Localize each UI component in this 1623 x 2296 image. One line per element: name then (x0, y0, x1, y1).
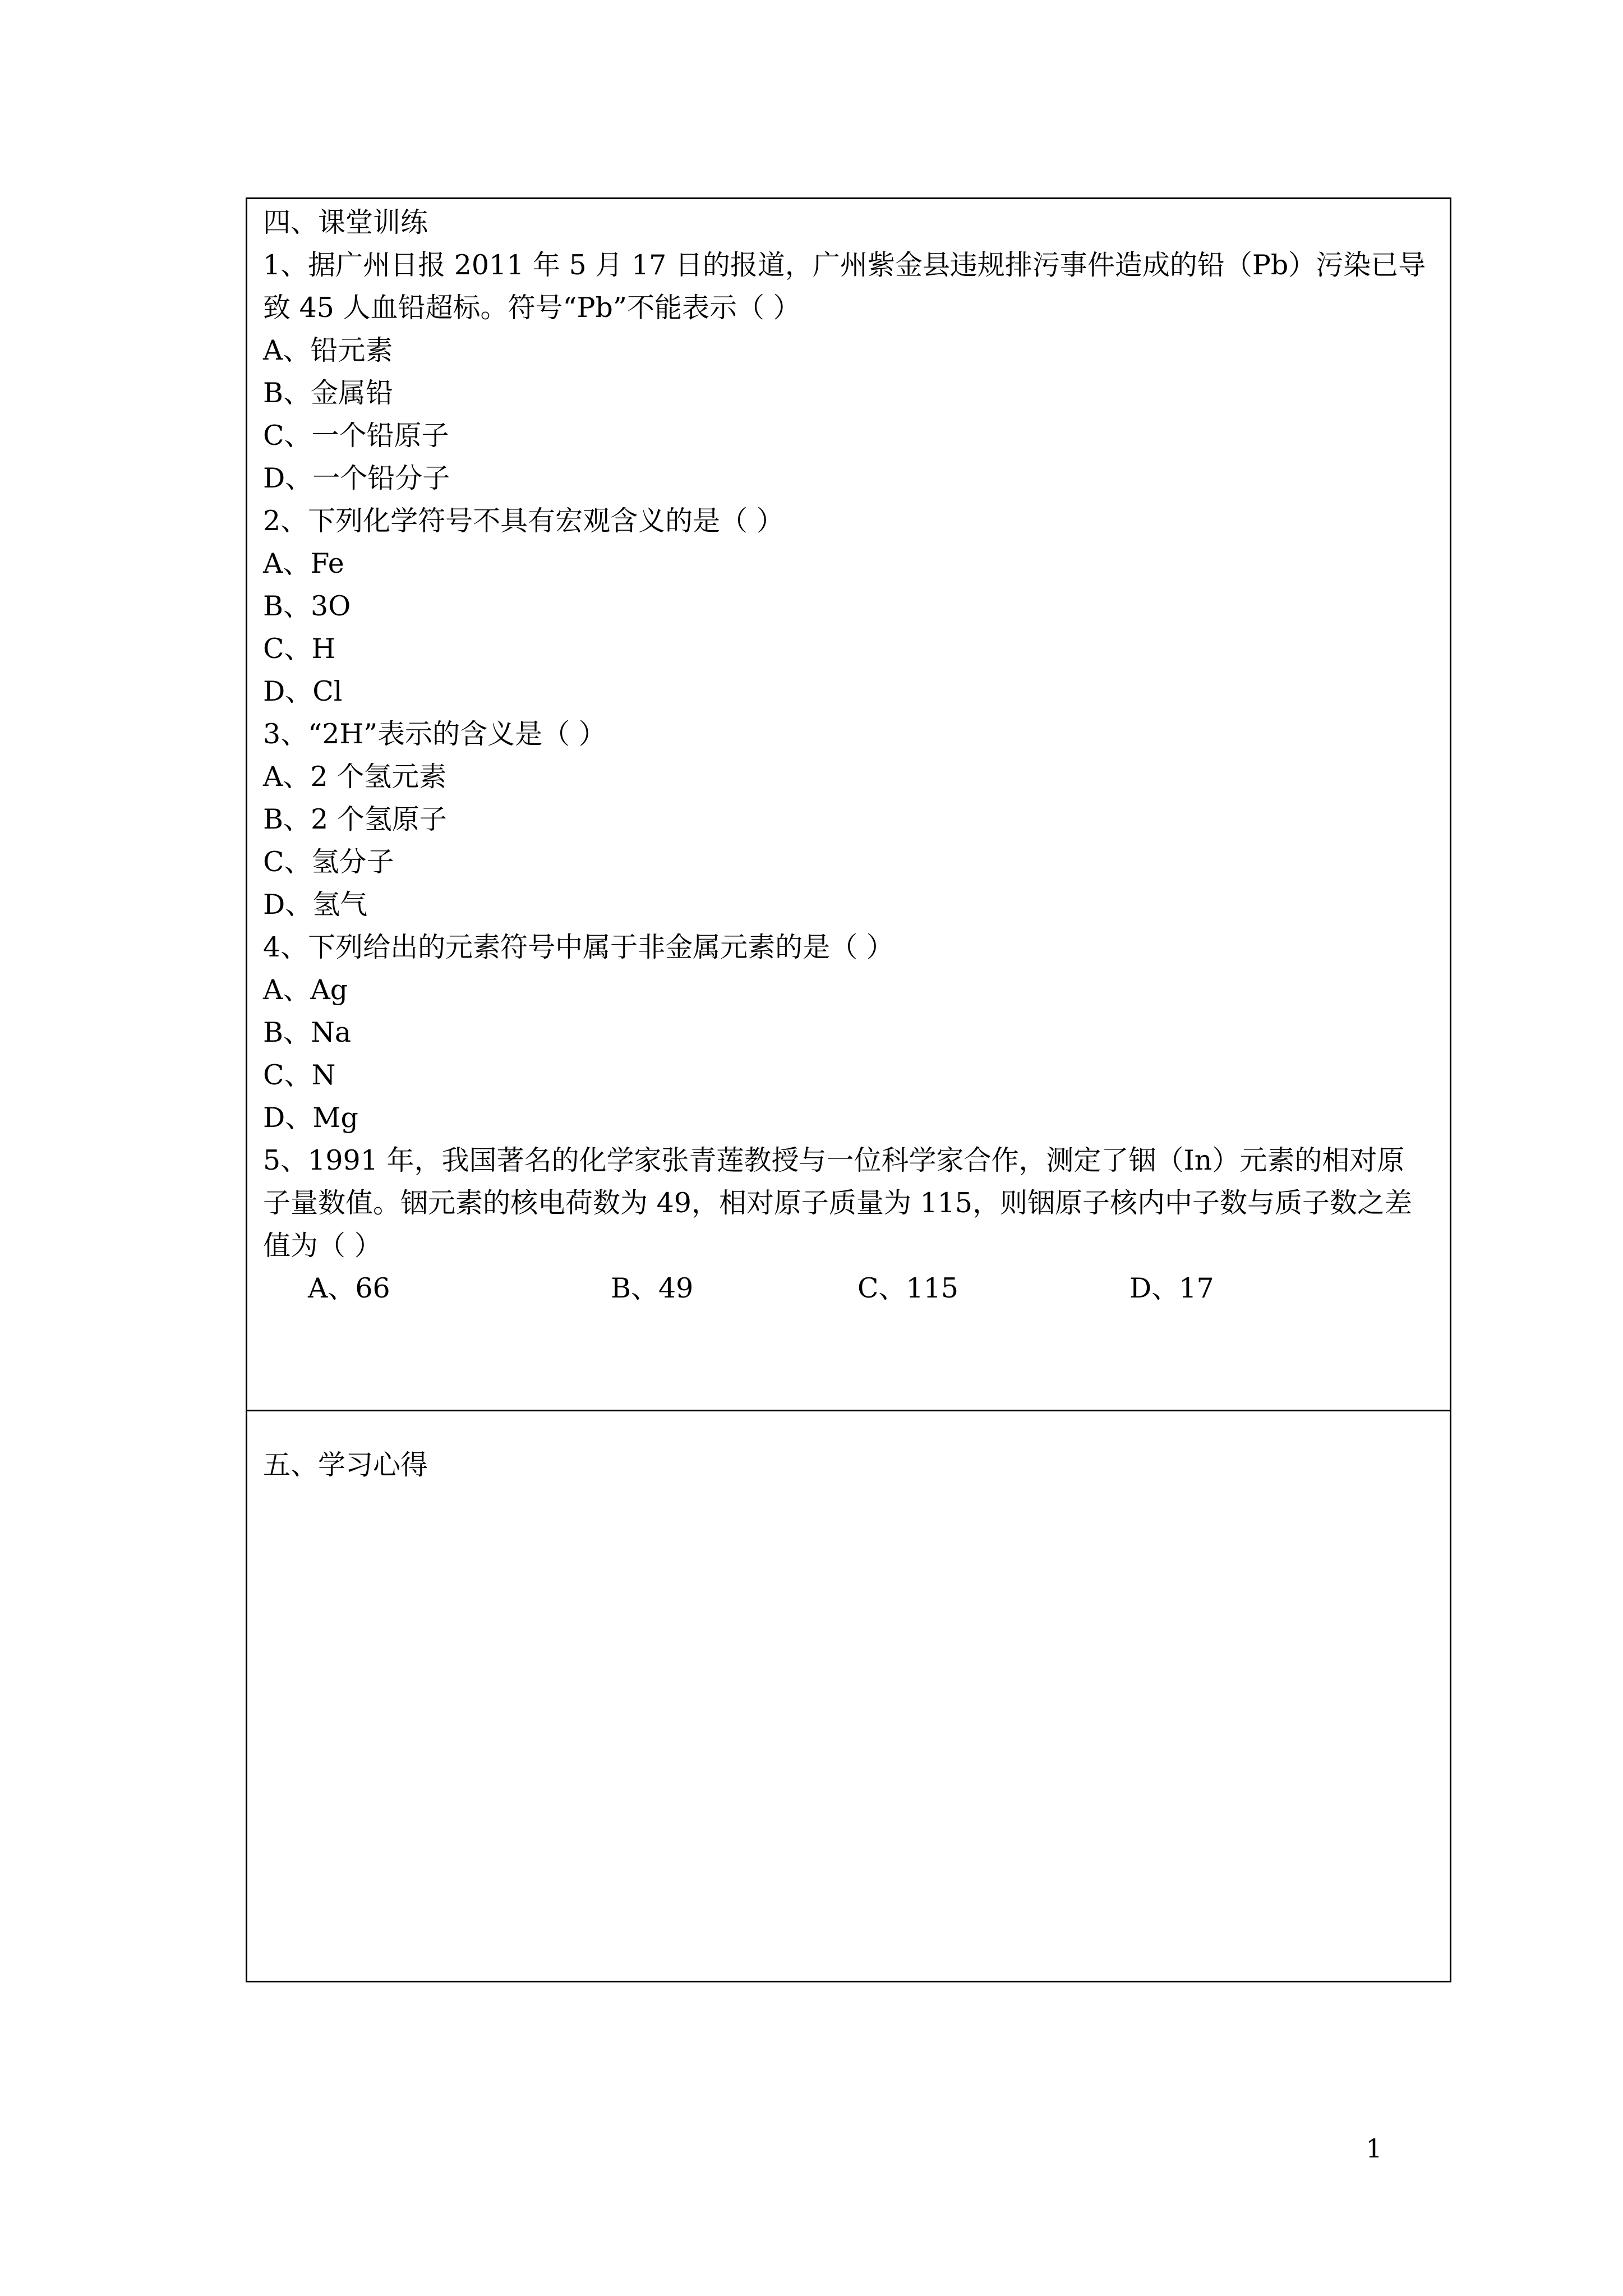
classroom-training-box (246, 197, 1451, 1411)
learning-reflection-box (246, 1410, 1451, 1982)
q2-option-d: D、Cl (263, 675, 343, 707)
q1-stem-line1: 1、据广州日报 2011 年 5 月 17 日的报道，广州紫金县违规排污事件造成的铅（Pb）污染已导 (263, 249, 1426, 281)
page-number: 1 (1366, 2133, 1382, 2164)
q5-stem-line3: 值为（ ） (263, 1230, 382, 1262)
q2-option-b: B、3O (263, 590, 351, 622)
q5-option-d: D、17 (1129, 1272, 1214, 1304)
q4-option-b: B、Na (263, 1016, 352, 1048)
q3-stem: 3、“2H”表示的含义是（ ） (263, 718, 606, 750)
q5-stem-line2: 子量数值。铟元素的核电荷数为 49，相对原子质量为 115，则铟原子核内中子数与质子数之差 (263, 1187, 1413, 1219)
q5-stem-line1: 5、1991 年，我国著名的化学家张青莲教授与一位科学家合作，测定了铟（In）元素的相对原 (263, 1144, 1405, 1176)
q4-option-d: D、Mg (263, 1102, 358, 1134)
q5-options-row (263, 1267, 1436, 1310)
q1-option-a: A、铅元素 (263, 334, 393, 366)
section-heading-reflection: 五、学习心得 (263, 1449, 428, 1481)
q1-option-c: C、一个铅原子 (263, 420, 449, 452)
q2-option-a: A、Fe (263, 547, 344, 579)
q1-option-d: D、一个铅分子 (263, 462, 450, 494)
q3-option-b: B、2 个氢原子 (263, 803, 447, 835)
q3-option-a: A、2 个氢元素 (263, 761, 447, 793)
q2-stem: 2、下列化学符号不具有宏观含义的是（ ） (263, 505, 784, 537)
q3-option-c: C、氢分子 (263, 846, 394, 878)
q4-option-c: C、N (263, 1059, 336, 1091)
q1-stem-line2: 致 45 人血铅超标。符号“Pb”不能表示（ ） (263, 292, 801, 324)
q1-option-b: B、金属铅 (263, 377, 394, 409)
q4-stem: 4、下列给出的元素符号中属于非金属元素的是（ ） (263, 931, 894, 963)
q5-option-c: C、115 (857, 1272, 959, 1304)
q5-option-b: B、49 (611, 1272, 694, 1304)
q3-option-d: D、氢气 (263, 889, 368, 921)
section-heading-training: 四、课堂训练 (263, 206, 428, 238)
q4-option-a: A、Ag (263, 974, 348, 1006)
q2-option-c: C、H (263, 633, 336, 665)
q5-option-a: A、66 (308, 1272, 390, 1304)
